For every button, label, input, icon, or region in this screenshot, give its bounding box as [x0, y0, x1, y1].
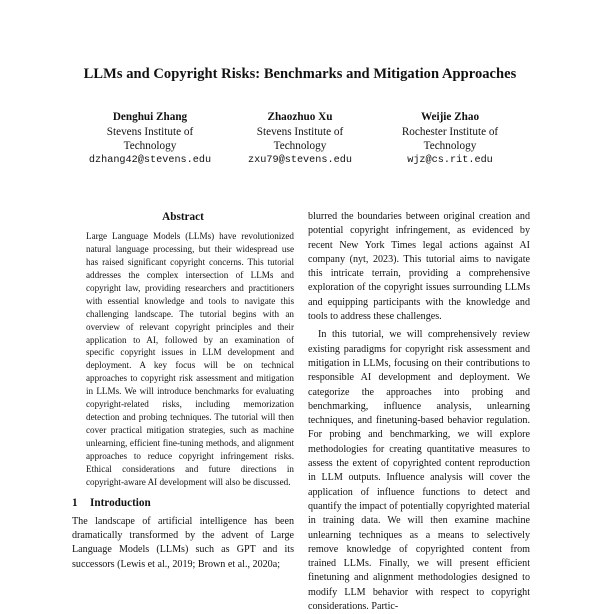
- author-affiliation-line1: Stevens Institute of: [106, 125, 194, 138]
- author-2: [215, 110, 385, 168]
- author-affiliation-line1: Stevens Institute of: [256, 125, 344, 138]
- left-column: [72, 210, 294, 572]
- right-column: [308, 210, 530, 614]
- author-affiliation-line2: Technology: [123, 140, 177, 152]
- body-paragraph-1: blurred the boundaries between original creation and potential copyright infringement, as evidenced by recent New York Times legal actions against AI company (nyt, 2023). This tutorial aims to navigate this intricate terrain, providing a comprehensive exploration of the copyright issues surrounding LLMs and equipping participants with the knowledge and tools to address these challenges.: [308, 211, 530, 323]
- author-name: Denghui Zhang: [112, 111, 188, 123]
- author-3: [365, 110, 535, 168]
- abstract-text: Large Language Models (LLMs) have revolutionized natural language processing, but their widespread use has raised significant copyright concerns. This tutorial addresses the complex intersection of LLMs and copyright law, providing researchers and practitioners with essential knowledge and tools to navigate this challenging landscape. The tutorial begins with an overview of relevant copyright principles and their application to AI, followed by an examination of specific copyright issues in LLM development and deployment. A key focus will be on technical approaches to copyright risk assessment and mitigation in LLMs. We will introduce benchmarks for evaluating copyright-related risks, including memorization detection and probing techniques. The tutorial will then cover practical mitigation strategies, such as machine unlearning, efficient fine-tuning methods, and alignment approaches to reduce copyright infringement risks. Ethical considerations and future directions in copyright-aware AI development will also be discussed.: [86, 231, 294, 487]
- author-email: dzhang42@stevens.edu: [88, 154, 212, 166]
- author-affiliation-line1: Rochester Institute of: [401, 125, 499, 138]
- section-heading-introduction: [72, 496, 294, 510]
- section-number: 1: [72, 497, 78, 510]
- author-name: Weijie Zhao: [420, 111, 480, 123]
- author-affiliation-line2: Technology: [423, 140, 477, 152]
- section-title: Introduction: [90, 497, 151, 510]
- author-name: Zhaozhuo Xu: [267, 111, 333, 123]
- author-email: zxu79@stevens.edu: [248, 154, 352, 166]
- body-paragraph-2: In this tutorial, we will comprehensively review existing paradigms for copyright risk assessment and mitigation in LLMs, focusing on their contributions to responsible AI development and deployment. We categorize the approaches into probing and benchmarking, influence analysis, unlearning techniques, and finetuning-based behavior regulation. For probing and benchmarking, we will explore methodologies for creating quantitative measures to assess the extent of copyrighted content reproduction in LLM outputs. Influence analysis will cover the application of influence functions to detect and quantify the impact of potentially copyrighted material in training data. We will then examine machine unlearning techniques as a means to selectively remove knowledge of copyrighted content from trained LLMs. Finally, we will present efficient finetuning and alignment methodologies designed to modify LLM behavior with respect to copyright considerations. Partic-: [308, 329, 530, 613]
- abstract-heading: Abstract: [162, 211, 204, 223]
- author-email: wjz@cs.rit.edu: [407, 154, 493, 166]
- author-1: [65, 110, 235, 168]
- author-block: [0, 110, 600, 170]
- author-affiliation-line2: Technology: [273, 140, 327, 152]
- paper-title: LLMs and Copyright Risks: Benchmarks and Mitigation Approaches: [83, 66, 517, 82]
- intro-paragraph: The landscape of artificial intelligence has been dramatically transformed by the advent of Large Language Models (LLMs) such as GPT and its successors (Lewis et al., 2019; Brown et al., 2020a;: [72, 515, 294, 570]
